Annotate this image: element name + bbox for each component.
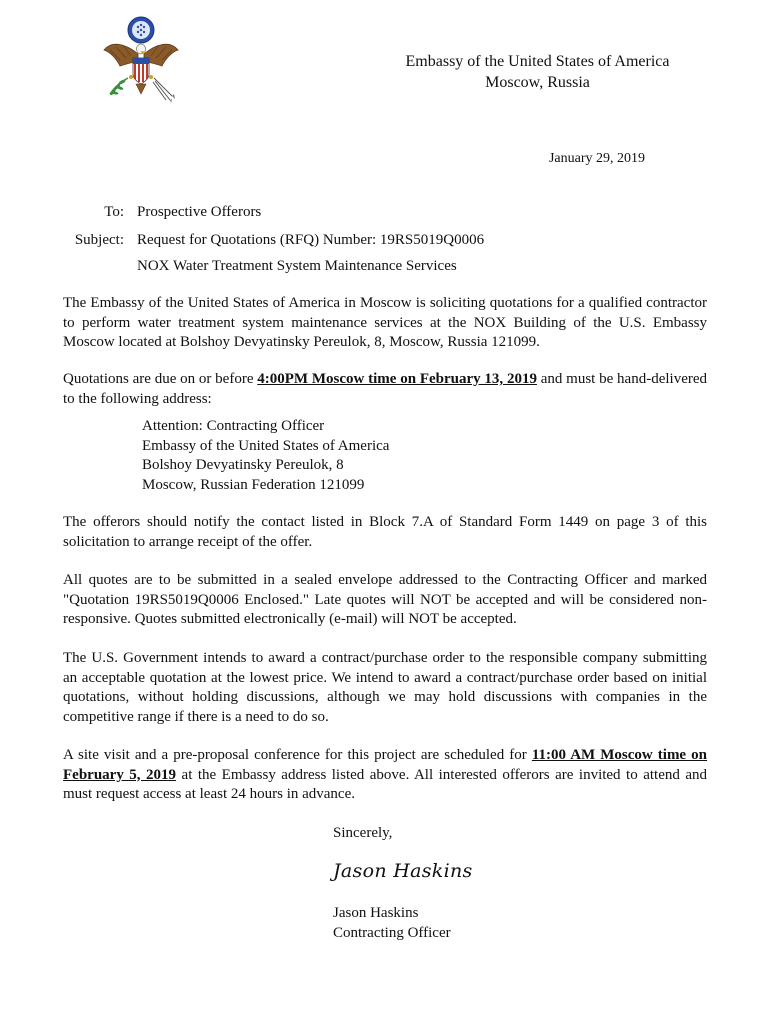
address-line: Bolshoy Devyatinsky Pereulok, 8: [142, 457, 344, 473]
paragraph-contact: The offerors should notify the contact listed in Block 7.A of Standard Form 1449 on page 3 of this solicitation to arrange receipt of the offer.: [63, 514, 707, 550]
letterhead-embassy-name: Embassy of the United States of America: [405, 53, 670, 70]
paragraph-deadline: Quotations are due on or before 4:00PM Moscow time on February 13, 2019 and must be hand-delivered to the following address:: [63, 371, 707, 407]
address-line: Moscow, Russian Federation 121099: [142, 476, 365, 493]
address-line: Embassy of the United States of America: [142, 437, 390, 454]
letter-date: January 29, 2019: [548, 151, 645, 166]
subject-line-2: NOX Water Treatment System Maintenance Services: [137, 258, 457, 274]
paragraph-intro: The Embassy of the United States of America in Moscow is soliciting quotations for a qualified contractor to perform water treatment system maintenance services at the NOX Building of the U.S. Embassy Moscow located at Bolshoy Devyatinsky Pereulok, 8, Moscow, Russia 121099.: [63, 295, 707, 350]
paragraph-site-visit: A site visit and a pre-proposal conference for this project are scheduled for 11:00 AM Moscow time on February 5, 2019 at the Embassy address listed above. All interested offerors are invited to attend and must request access at least 24 hours in advance.: [63, 747, 707, 802]
signer-name: Jason Haskins: [333, 905, 419, 921]
paragraph-award: The U.S. Government intends to award a contract/purchase order to the responsible company submitting an acceptable quotation at the lowest price. We intend to award a contract/purchase order based on initial quotations, without holding discussions, although we may hold discussions with companies in the competitive range if there is a need to do so.: [63, 650, 707, 725]
to-label: To:: [104, 204, 124, 220]
paragraph-submission: All quotes are to be submitted in a sealed envelope addressed to the Contracting Officer and marked "Quotation 19RS5019Q0006 Enclosed." Late quotes will NOT be accepted and will be considered non-responsive. Quotes submitted electronically (e-mail) will NOT be accepted.: [63, 572, 707, 627]
letterhead-location: Moscow, Russia: [485, 74, 590, 91]
subject-label: Subject:: [74, 232, 124, 248]
signer-title: Contracting Officer: [333, 925, 451, 941]
us-great-seal-icon: [98, 14, 184, 110]
handwritten-signature: Jason Haskins: [333, 860, 473, 882]
delivery-address: [142, 417, 389, 495]
subject-line-1: Request for Quotations (RFQ) Number: 19RS5019Q0006: [137, 232, 485, 248]
closing-salutation: Sincerely,: [333, 825, 393, 841]
to-value: Prospective Offerors: [137, 204, 262, 220]
site-visit-emphasis: 11:00 AM Moscow time on February 5, 2019: [63, 747, 707, 783]
deadline-emphasis: 4:00PM Moscow time on February 13, 2019: [257, 371, 537, 387]
address-line: Attention: Contracting Officer: [142, 418, 325, 434]
